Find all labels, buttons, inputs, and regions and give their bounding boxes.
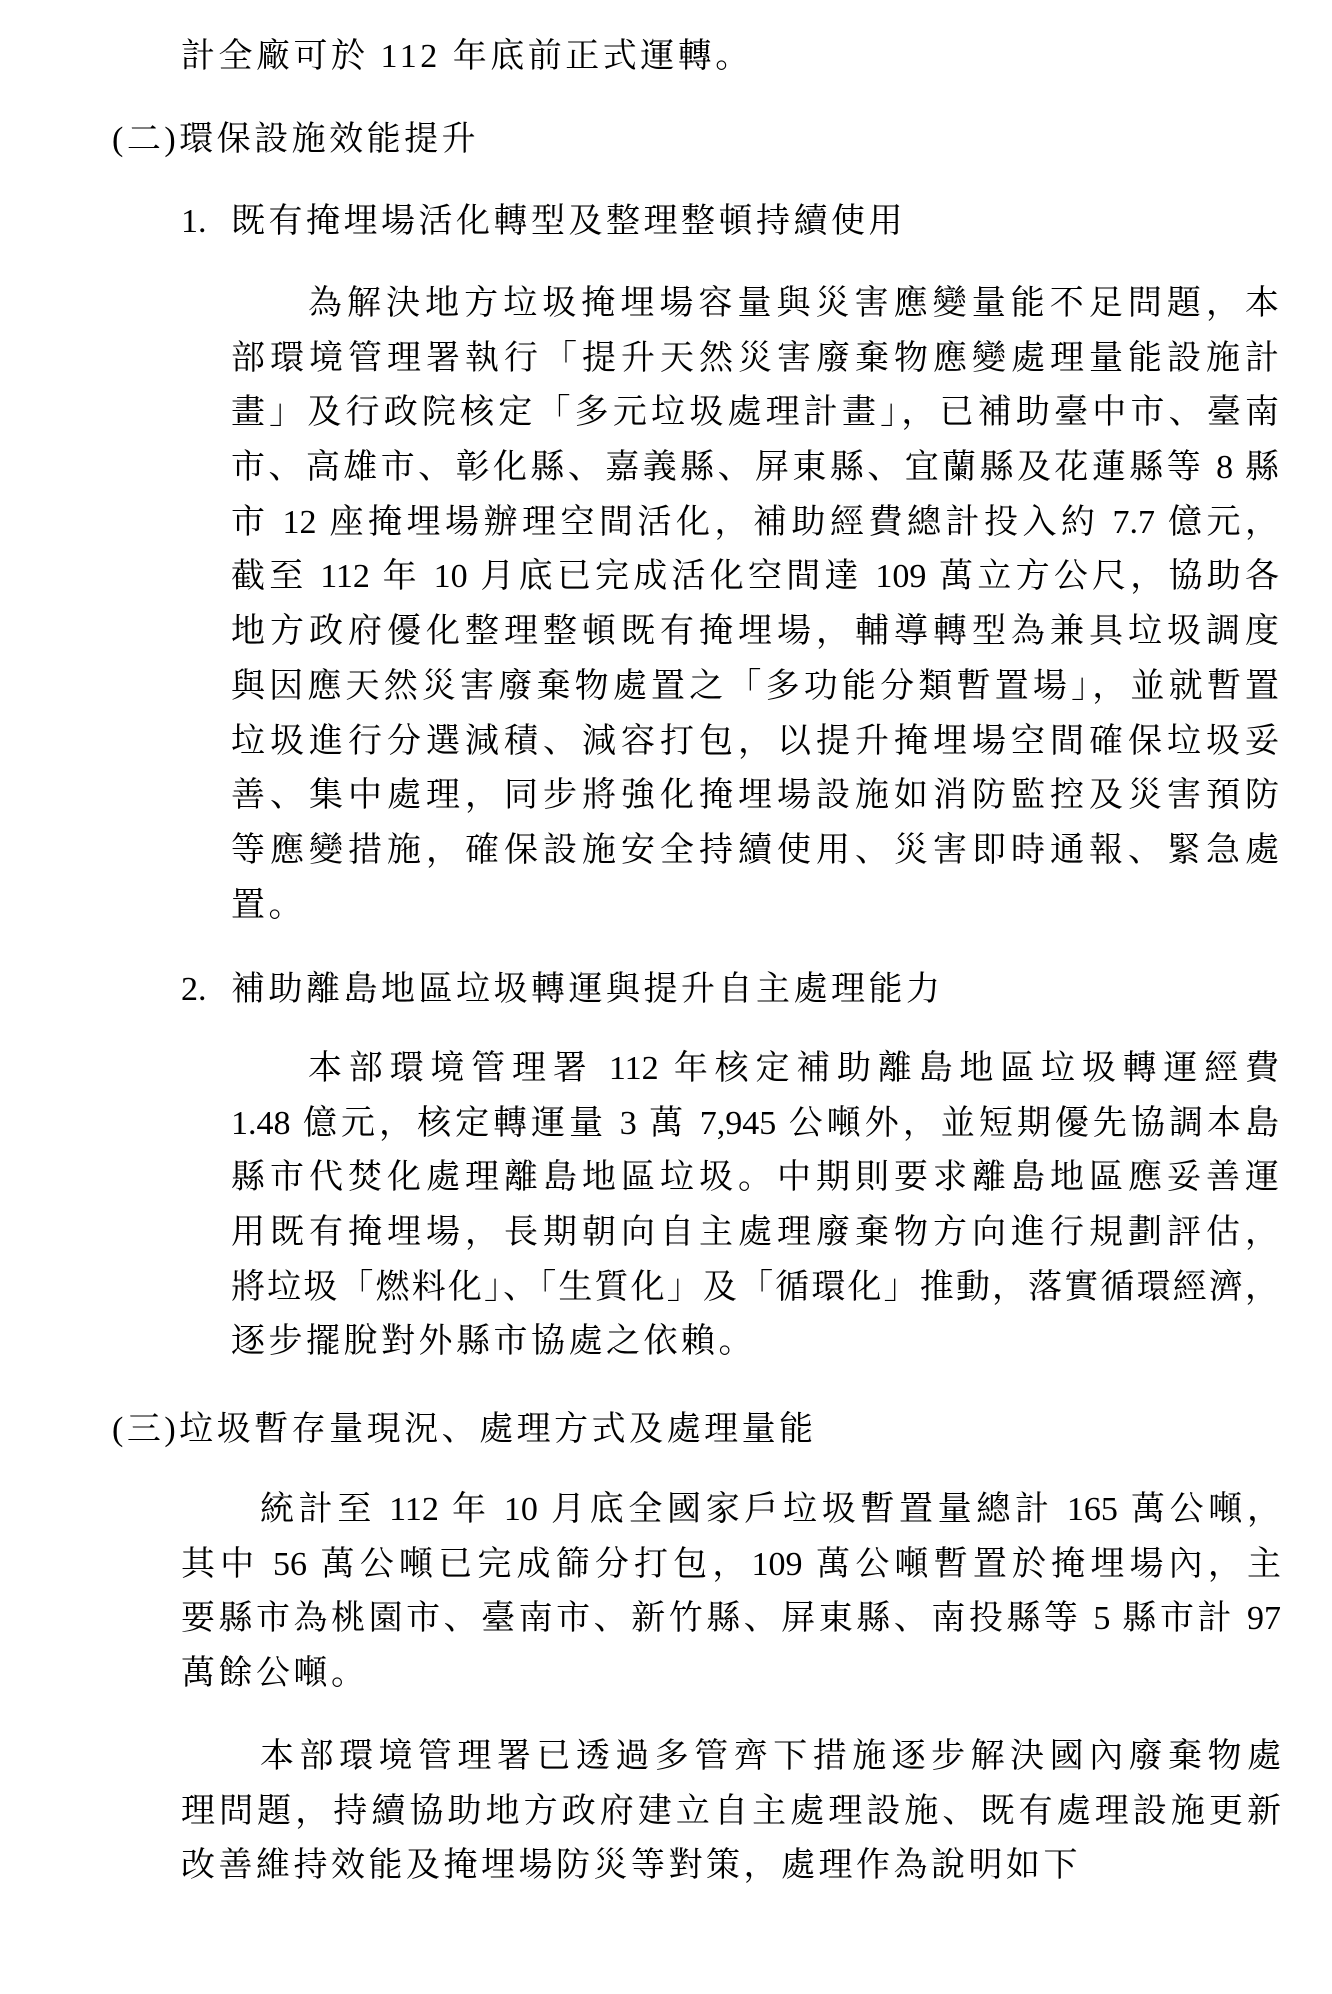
paragraph-line: 等應變措施，確保設施安全持續使用、災害即時通報、緊急處 — [231, 831, 1279, 869]
paragraph — [181, 1730, 1281, 1894]
paragraph-line: 改善維持效能及掩埋場防災等對策，處理作為說明如下 — [181, 1847, 1081, 1885]
paragraph — [181, 1483, 1281, 1702]
paragraph-line: 萬餘公噸。 — [181, 1655, 369, 1693]
item-number: 1. — [181, 203, 207, 240]
paragraph-line: 置。 — [231, 886, 306, 924]
paragraph-line: 統計至 112 年 10 月底全國家戶垃圾暫置量總計 165 萬公噸， — [260, 1491, 1281, 1528]
paragraph-line: 要縣市為桃園市、臺南市、新竹縣、屏東縣、南投縣等 5 縣市計 97 — [181, 1600, 1281, 1638]
item-number: 2. — [181, 971, 207, 1008]
item-heading — [181, 963, 944, 1018]
paragraph-line: 本部環境管理署已透過多管齊下措施逐步解決國內廢棄物處 — [260, 1738, 1281, 1775]
paragraph-line: 本部環境管理署 112 年核定補助離島地區垃圾轉運經費 — [308, 1050, 1279, 1087]
item-heading — [181, 195, 906, 250]
paragraph-line: 部環境管理署執行「提升天然災害廢棄物應變處理量能設施計 — [231, 339, 1279, 377]
paragraph-line: 將垃圾「燃料化」、「生質化」及「循環化」推動，落實循環經濟， — [231, 1268, 1279, 1306]
paragraph-line: 地方政府優化整理整頓既有掩埋場，輔導轉型為兼具垃圾調度 — [231, 613, 1279, 651]
item-title: 既有掩埋場活化轉型及整理整頓持續使用 — [231, 203, 906, 240]
paragraph-line: 截至 112 年 10 月底已完成活化空間達 109 萬立方公尺，協助各 — [231, 558, 1279, 596]
paragraph-line: 畫」及行政院核定「多元垃圾處理計畫」，已補助臺中市、臺南 — [231, 394, 1279, 432]
paragraph-line: 與因應天然災害廢棄物處置之「多功能分類暫置場」，並就暫置 — [231, 667, 1279, 705]
paragraph-line: 垃圾進行分選減積、減容打包，以提升掩埋場空間確保垃圾妥 — [231, 722, 1279, 760]
paragraph-line: 其中 56 萬公噸已完成篩分打包，109 萬公噸暫置於掩埋場內，主 — [181, 1545, 1281, 1583]
continuation-line: 計全廠可於 112 年底前正式運轉。 — [181, 38, 753, 75]
paragraph-line: 市、高雄市、彰化縣、嘉義縣、屏東縣、宜蘭縣及花蓮縣等 8 縣 — [231, 449, 1279, 487]
item-title: 補助離島地區垃圾轉運與提升自主處理能力 — [231, 971, 944, 1008]
paragraph-line: 1.48 億元，核定轉運量 3 萬 7,945 公噸外，並短期優先協調本島 — [231, 1104, 1279, 1142]
paragraph-line: 用既有掩埋場，長期朝向自主處理廢棄物方向進行規劃評估， — [231, 1214, 1279, 1252]
paragraph-line: 為解決地方垃圾掩埋場容量與災害應變量能不足問題，本 — [308, 285, 1279, 322]
paragraph — [231, 277, 1279, 933]
section-heading: (二)環保設施效能提升 — [112, 121, 480, 158]
paragraph — [231, 1042, 1279, 1370]
paragraph-line: 市 12 座掩埋場辦理空間活化，補助經費總計投入約 7.7 億元， — [231, 503, 1279, 541]
section-heading: (三)垃圾暫存量現況、處理方式及處理量能 — [112, 1411, 817, 1448]
paragraph-line: 縣市代焚化處理離島地區垃圾。中期則要求離島地區應妥善運 — [231, 1159, 1279, 1197]
paragraph-line: 逐步擺脫對外縣市協處之依賴。 — [231, 1323, 756, 1361]
paragraph-line: 理問題，持續協助地方政府建立自主處理設施、既有處理設施更新 — [181, 1792, 1281, 1830]
paragraph-line: 善、集中處理，同步將強化掩埋場設施如消防監控及災害預防 — [231, 777, 1279, 815]
